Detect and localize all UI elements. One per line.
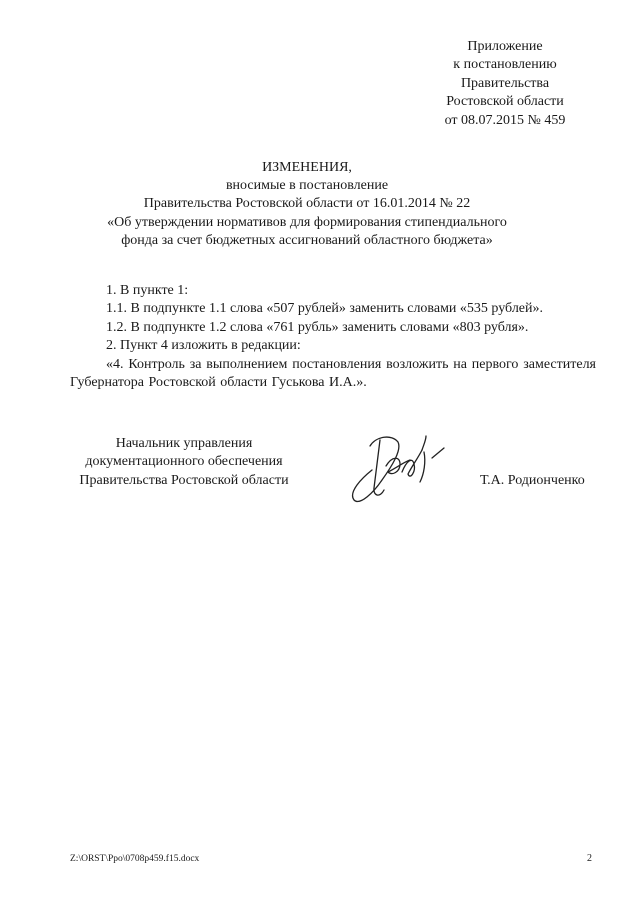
appendix-line: к постановлению — [453, 57, 557, 73]
heading-line: «Об утверждении нормативов для формирования стипендиального — [107, 214, 507, 230]
body-paragraph: «4. Контроль за выполнением постановления возложить на первого заместителя Губернатора Ростовской области Гуськова И.А.». — [70, 356, 596, 391]
signer-title-line: Правительства Ростовской области — [79, 472, 289, 488]
appendix-line: Правительства — [460, 75, 550, 91]
appendix-line: от 08.07.2015 № 459 — [444, 112, 566, 128]
body-paragraph: 1.2. В подпункте 1.2 слова «761 рубль» заменить словами «803 рубля». — [106, 319, 529, 335]
handwritten-signature-icon — [340, 426, 460, 516]
appendix-line: Ростовской области — [446, 94, 564, 110]
body-paragraph: 2. Пункт 4 изложить в редакции: — [106, 338, 301, 354]
body-paragraph: 1.1. В подпункте 1.1 слова «507 рублей» заменить словами «535 рублей». — [106, 301, 544, 317]
footer-file-path: Z:\ORST\Ppo\0708p459.f15.docx — [70, 854, 200, 864]
signer-title — [66, 435, 302, 490]
heading-line: фонда за счет бюджетных ассигнований областного бюджета» — [121, 232, 493, 248]
document-title: ИЗМЕНЕНИЯ, — [262, 160, 352, 175]
page-number: 2 — [587, 853, 592, 864]
heading-line: Правительства Ростовской области от 16.01.2014 № 22 — [143, 196, 471, 212]
signer-title-line: Начальник управления — [115, 436, 253, 451]
signer-name: Т.А. Родионченко — [480, 473, 585, 488]
body-paragraph: 1. В пункте 1: — [106, 283, 189, 298]
appendix-block — [400, 38, 610, 130]
signer-title-line: документационного обеспечения — [85, 454, 283, 470]
document-heading — [96, 159, 518, 250]
heading-line: вносимые в постановление — [225, 178, 389, 194]
document-body — [70, 282, 596, 392]
appendix-line: Приложение — [467, 39, 543, 54]
